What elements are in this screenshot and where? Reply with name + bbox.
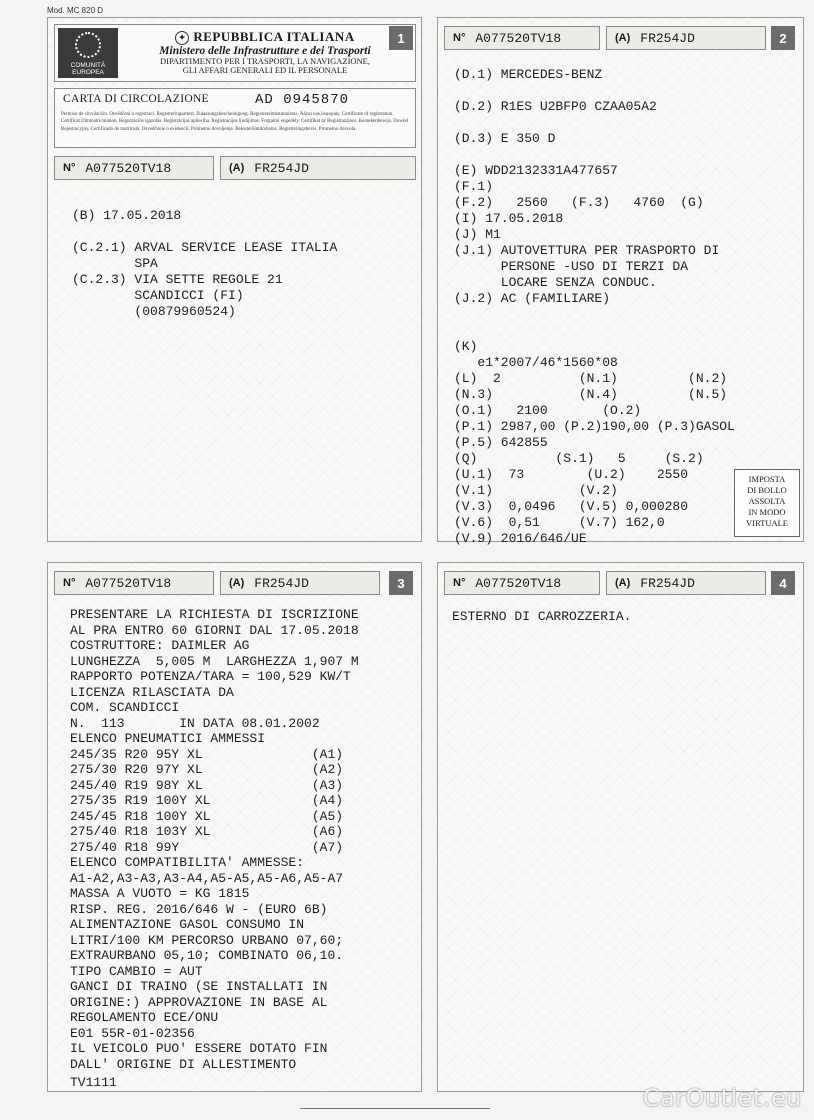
page-2-panel xyxy=(437,17,804,546)
no-label: N° xyxy=(453,577,466,589)
text-line: TIPO CAMBIO = AUT xyxy=(70,963,203,979)
text-line: 275/40 R18 103Y XL (A6) xyxy=(70,824,344,839)
text-line: (U.1) 73 (U.2) 2550 xyxy=(454,467,689,482)
registration-card-box xyxy=(54,88,416,148)
eu-stars-icon xyxy=(75,32,101,58)
text-line: (C.2.3) VIA SETTE REGOLE 21 xyxy=(72,272,283,287)
text-line: (C.2.1) ARVAL SERVICE LEASE ITALIA xyxy=(72,240,338,255)
text-line: GANCI DI TRAINO (SE INSTALLATI IN xyxy=(70,979,328,994)
no-label: N° xyxy=(63,162,76,174)
text-line: 275/40 R18 99Y (A7) xyxy=(70,839,344,855)
bottom-rule xyxy=(300,1108,490,1117)
text-line: e1*2007/46*1560*08 xyxy=(454,355,618,370)
no-value: A077520TV18 xyxy=(85,575,172,591)
notes-line: ESTERNO DI CARROZZERIA. xyxy=(452,609,632,624)
text-line: (N.3) (N.4) (N.5) xyxy=(454,387,728,402)
no-label: N° xyxy=(453,32,466,44)
text-line: COM. SCANDICCI xyxy=(70,700,180,715)
text-line: RISP. REG. 2016/646 W - (EURO 6B) xyxy=(70,901,328,917)
card-title: CARTA DI CIRCOLAZIONE xyxy=(63,93,209,105)
plate-label: (A) xyxy=(229,577,245,589)
text-line: (E) WDD2132331A477657 xyxy=(454,163,618,178)
page-3-panel xyxy=(47,562,422,1092)
text-line: DALL' ORIGINE DI ALLESTIMENTO xyxy=(70,1056,297,1072)
text-line: (D.2) R1ES U2BFP0 CZAA05A2 xyxy=(454,99,657,114)
holder-block xyxy=(72,208,338,333)
text-line: (V.3) 0,0496 (V.5) 0,000280 xyxy=(454,499,689,514)
stamp-line: DI BOLLO xyxy=(747,485,787,495)
text-line: (B) 17.05.2018 xyxy=(72,208,182,223)
text-line: (P.5) 642855 xyxy=(454,435,548,450)
page-number-badge: 2 xyxy=(771,26,795,50)
page-4-panel xyxy=(437,562,804,1092)
text-line: E01 55R-01-02356 xyxy=(70,1025,195,1041)
plate-box xyxy=(606,571,766,595)
text-line: (K) xyxy=(454,339,478,354)
text-line: RAPPORTO POTENZA/TARA = 100,529 KW/T xyxy=(70,669,351,684)
text-line: MASSA A VUOTO = KG 1815 xyxy=(70,886,250,901)
stamp-duty-box xyxy=(734,469,800,537)
department-line2: GLI AFFARI GENERALI ED IL PERSONALE xyxy=(182,65,348,76)
plate-value: FR254JD xyxy=(640,30,695,46)
ministry-name: Ministero delle Infrastrutture e dei Trasporti xyxy=(159,45,371,58)
text-line: LOCARE SENZA CONDUC. xyxy=(454,275,657,290)
text-line: (V.9) 2016/646/UE xyxy=(454,531,587,546)
plate-box xyxy=(606,26,766,50)
text-line: EXTRAURBANO 05,10; COMBINATO 06,10. xyxy=(70,948,344,963)
page-number-badge: 3 xyxy=(389,571,413,595)
text-line: REGOLAMENTO ECE/ONU xyxy=(70,1010,219,1025)
registration-no-box xyxy=(444,26,600,50)
eu-label-line1: COMUNITÀ xyxy=(70,62,106,69)
text-line: SCANDICCI (FI) xyxy=(72,288,244,303)
text-line: 245/35 R20 95Y XL (A1) xyxy=(70,746,344,762)
text-line: (J) M1 xyxy=(454,227,501,242)
plate-label: (A) xyxy=(229,162,245,174)
text-line: PRESENTARE LA RICHIESTA DI ISCRIZIONE xyxy=(70,607,359,622)
registration-no-box xyxy=(54,571,214,595)
text-line: (J.2) AC (FAMILIARE) xyxy=(454,291,611,306)
page-1-panel xyxy=(47,17,422,542)
stamp-line: IN MODO xyxy=(748,507,786,517)
text-line: ELENCO PNEUMATICI AMMESSI xyxy=(70,731,266,746)
no-value: A077520TV18 xyxy=(85,160,172,176)
vehicle-data-top xyxy=(454,67,720,306)
text-line: (L) 2 (N.1) (N.2) xyxy=(454,371,728,386)
text-line: 245/45 R18 100Y XL (A5) xyxy=(70,808,344,824)
text-line: ELENCO COMPATIBILITA' AMMESSE: xyxy=(70,855,305,870)
registration-no-box xyxy=(444,571,600,595)
page-number-badge: 1 xyxy=(389,26,413,50)
text-line: 275/30 R20 97Y XL (A2) xyxy=(70,762,344,777)
text-line: (D.3) E 350 D xyxy=(454,131,556,146)
plate-box xyxy=(220,571,380,595)
text-line: (Q) (S.1) 5 (S.2) xyxy=(454,451,704,466)
card-number: AD 0945870 xyxy=(255,92,350,108)
text-line: (I) 17.05.2018 xyxy=(454,211,564,226)
footer-code: TV1111 xyxy=(70,1075,117,1090)
text-line: PERSONE -USO DI TERZI DA xyxy=(454,259,689,274)
republic-title: REPUBBLICA ITALIANA xyxy=(193,29,355,44)
text-line: (F.1) xyxy=(454,179,494,194)
text-line: (P.1) 2987,00 (P.2)190,00 (P.3)GASOL xyxy=(454,419,735,434)
text-line: COSTRUTTORE: DAIMLER AG xyxy=(70,638,250,653)
text-line: 275/35 R19 100Y XL (A4) xyxy=(70,793,344,808)
ministry-header xyxy=(54,24,416,82)
vehicle-data-bottom xyxy=(454,339,735,573)
no-label: N° xyxy=(63,577,76,589)
republic-emblem-icon: ✦ xyxy=(175,31,189,45)
text-line: (V.6) 0,51 (V.7) 162,0 xyxy=(454,515,665,530)
watermark: CarOutlet.eu xyxy=(642,1084,802,1112)
stamp-line: IMPOSTA xyxy=(748,474,786,484)
text-line: ALIMENTAZIONE GASOL CONSUMO IN xyxy=(70,917,305,932)
text-line: (O.1) 2100 (O.2) xyxy=(454,403,642,418)
text-line: (F.2) 2560 (F.3) 4760 (G) xyxy=(454,195,704,210)
registration-no-box xyxy=(54,156,214,180)
text-line: SPA xyxy=(72,256,158,271)
text-line: ORIGINE:) APPROVAZIONE IN BASE AL xyxy=(70,994,328,1010)
page-number-badge: 4 xyxy=(771,571,795,595)
form-code: Mod. MC 820 D xyxy=(47,6,104,15)
no-value: A077520TV18 xyxy=(475,30,562,46)
text-line: N. 113 IN DATA 08.01.2002 xyxy=(70,715,320,731)
plate-value: FR254JD xyxy=(640,575,695,591)
text-line: AL PRA ENTRO 60 GIORNI DAL 17.05.2018 xyxy=(70,622,359,638)
text-line: LUNGHEZZA 5,005 M LARGHEZZA 1,907 M xyxy=(70,653,359,669)
text-line: (00879960524) xyxy=(72,304,236,319)
plate-value: FR254JD xyxy=(254,575,309,591)
card-translations: Permiso de circulación. Osvědčení o registraci. Registreringsattest. Zulassungsbescheinigung. Registreerimistunnistus. Άδεια κυκλοφορίας. Certificate of registration. Certificat d'immatriculation. Registrációs igazolás. Reģistrācijas apliecība. Registracijos liudijimas. Forgalmi engedély. Certifikat ta' Registrazzjoni. Kentekenbewijs. Dowód Rejestracyjny. Certificado de matrícula. Osvedčenie o evidencii. Prometno dovoljenje. Rekisteröintitodistus. Registreringsbevis. Prometno dozvola. xyxy=(61,112,408,132)
text-line: (J.1) AUTOVETTURA PER TRASPORTO DI xyxy=(454,243,720,258)
text-line: 245/40 R19 98Y XL (A3) xyxy=(70,777,344,793)
text-line: (D.1) MERCEDES-BENZ xyxy=(454,67,603,82)
stamp-line: VIRTUALE xyxy=(746,518,788,528)
eu-flag-logo xyxy=(58,28,118,78)
plate-label: (A) xyxy=(615,32,631,44)
text-line: IL VEICOLO PUO' ESSERE DOTATO FIN xyxy=(70,1041,328,1056)
plate-label: (A) xyxy=(615,577,631,589)
text-line: A1-A2,A3-A3,A3-A4,A5-A5,A5-A6,A5-A7 xyxy=(70,870,344,886)
plate-value: FR254JD xyxy=(254,160,309,176)
department-line1: DIPARTIMENTO PER I TRASPORTI, LA NAVIGAZIONE, xyxy=(160,56,370,67)
stamp-line: ASSOLTA xyxy=(748,496,786,506)
text-line: LICENZA RILASCIATA DA xyxy=(70,684,234,700)
eu-label-line2: EUROPEA xyxy=(72,69,104,76)
text-line: (V.1) (V.2) xyxy=(454,483,618,498)
text-line: LITRI/100 KM PERCORSO URBANO 07,60; xyxy=(70,932,344,948)
plate-box xyxy=(220,156,416,180)
no-value: A077520TV18 xyxy=(475,575,562,591)
